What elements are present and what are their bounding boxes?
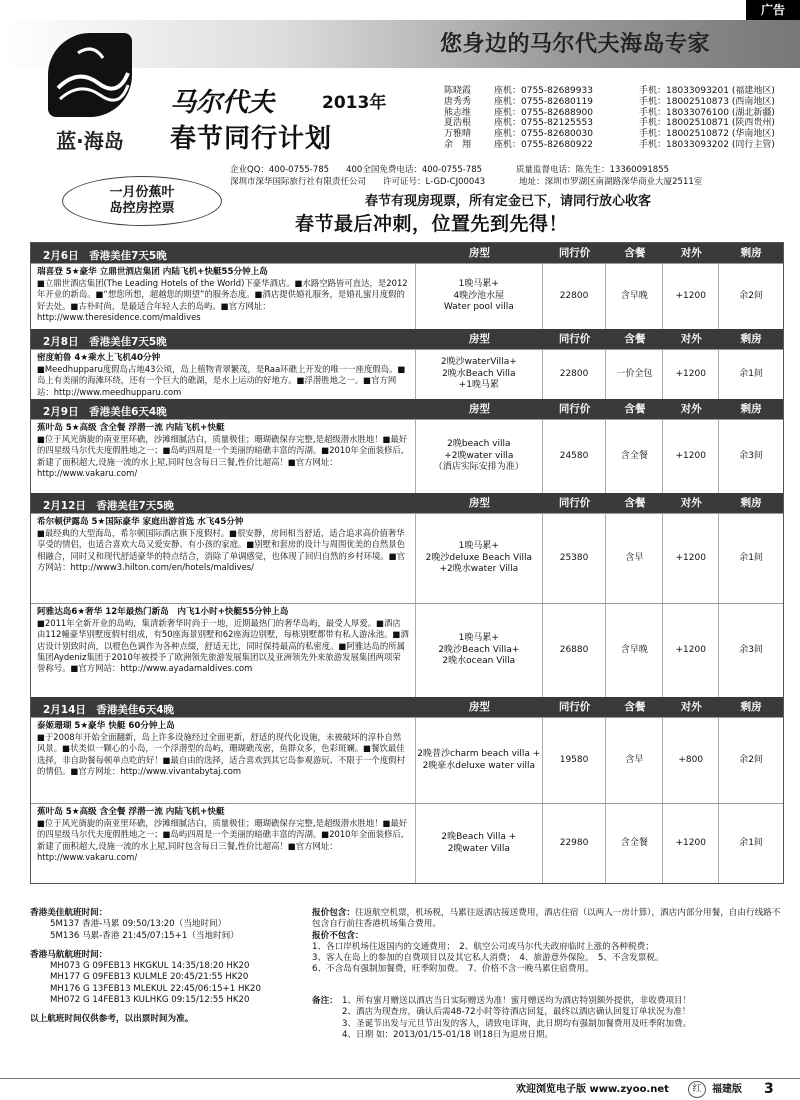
- foreign-price: +1200: [663, 350, 719, 399]
- room-line: 2晚豪水deluxe water villa: [422, 760, 536, 771]
- price: 26880: [543, 604, 607, 697]
- mh-flight-title: 香港马航航班时间：: [30, 949, 108, 960]
- meal: 含早晚: [606, 264, 663, 329]
- january-badge: [62, 176, 222, 226]
- meal: 含全餐: [606, 804, 663, 883]
- room-line: 2晚沙deluxe Beach Villa: [425, 552, 532, 563]
- foreign-price: +800: [663, 718, 719, 803]
- price: 24580: [543, 420, 607, 493]
- contact-mobile: 手机：18033093202 (同行主管): [639, 139, 775, 150]
- contact-row: [444, 86, 775, 97]
- col-meal: 含餐: [624, 403, 646, 415]
- meal: 含全餐: [606, 420, 663, 493]
- section-header: [31, 399, 783, 419]
- company-info-line2: 深圳市深华国际旅行社有限责任公司 许可证号：L-GD-CJ00043 地址：深圳市罗湖区南湖路深华商业大厦2511室: [230, 176, 703, 187]
- meal: 含早: [606, 514, 663, 603]
- package-table: [30, 242, 784, 884]
- col-left: 剩房: [740, 247, 762, 259]
- badge-line1: 一月份蕉叶: [109, 185, 175, 200]
- hotel-name: 泰姬珊瑚 5★豪华 快艇 60分钟上岛: [37, 721, 175, 731]
- maldives-calligraphy: 马尔代夫: [170, 88, 275, 118]
- contact-mobile: 手机：18002510872 (华南地区): [639, 129, 775, 140]
- col-left: 剩房: [740, 497, 762, 509]
- section-title: 2月8日 香港美佳7天5晚: [43, 336, 167, 348]
- section-header: [31, 243, 783, 263]
- section-header: [31, 697, 783, 717]
- price: 19580: [543, 718, 607, 803]
- contact-row: [444, 118, 775, 129]
- include-text: 往返航空机票，机场税，马累往返酒店接送费用，酒店住宿（以两人一房计算），酒店内部分用餐，自由行线路不包含自行前往香港机场集合费用。: [312, 908, 781, 930]
- hotel-desc: ■位于风光旖旎的南亚里环礁，沙滩细腻洁白，质量极佳；珊瑚礁保存完整,是超级潜水胜地！■最好的四星级马尔代夫度假胜地之一；■岛屿四周是一个美丽的暗礁丰富的泻湖。■2010年全面装修后,新建了面积超大,设施一流的水上屋,同时包含每日三餐,性价比超高！■官方网址：http://www.vakaru.com/: [37, 434, 408, 478]
- headline: 春节有现房现票，所有定金已下，请同行放心收客: [365, 194, 652, 209]
- hk-flight-2: 5M136 马累-香港 21:45/07:15+1（当地时间）: [50, 930, 239, 941]
- hotel-name: 希尔顿伊露岛 5★国际豪华 家庭出游首选 水飞45分钟: [37, 517, 244, 527]
- contact-phone: 座机：0755-82680030: [494, 129, 593, 140]
- room-line: 2晚沙Beach Villa+: [438, 644, 520, 655]
- hotel-info: [31, 604, 416, 697]
- note-3: 3、圣诞节出发与元旦节出发的客人，请致电详询，此日期均有强制加餐费用及旺季附加费。: [342, 1018, 692, 1029]
- contact-row: [444, 140, 775, 151]
- hotel-desc: ■位于风光旖旎的南亚里环礁，沙滩细腻洁白，质量极佳；珊瑚礁保存完整,是超级潜水胜地！■最好的四星级马尔代夫度假胜地之一；■岛屿四周是一个美丽的暗礁丰富的泻湖。■2010年全面装修后,新建了面积超大,设施一流的水上屋,同时包含每日三餐,性价比超高！■官方网址：http://www.vakaru.com/: [37, 818, 408, 862]
- mh-flight-4: MH072 G 14FEB13 KULHKG 09:15/12:55 HK20: [50, 995, 250, 1006]
- room-line: 1晚马累+: [458, 278, 499, 289]
- room-type: [416, 718, 543, 803]
- col-left: 剩房: [740, 333, 762, 345]
- exclude-2: 3、客人在岛上的参加的自费项目以及其它私人消费； 4、旅游意外保险。 5、不含发票税。: [312, 953, 664, 964]
- rooms-left: 余2间: [739, 754, 763, 765]
- col-foreign: 对外: [680, 403, 702, 415]
- notes: [312, 996, 782, 1041]
- foreign-price: +1200: [663, 604, 719, 697]
- foreign-price: +1200: [663, 264, 719, 329]
- room-line: 1晚马累+: [458, 632, 499, 643]
- col-room: 房型: [468, 333, 490, 345]
- room-line: +2晚水water Villa: [439, 564, 519, 575]
- hotel-info: [31, 264, 416, 329]
- col-room: 房型: [468, 497, 490, 509]
- room-line: 2晚普沙charm beach villa +: [417, 748, 541, 759]
- col-meal: 含餐: [624, 497, 646, 509]
- hotel-desc: ■立鼎世酒店集团(The Leading Hotels of the World)下豪华酒店。■水路空路皆可直达，是2012年开业的新岛。■“想您所想，超越您的期望”的服务态度。■酒店提供婚礼服务，是婚礼蜜月度假的好去处。■古朴时尚，是最适合年轻人去的岛屿。■官方网址：http://www.theresidence.com/maldives: [37, 278, 408, 322]
- col-price: 同行价: [558, 497, 591, 509]
- contact-row: [444, 129, 775, 140]
- section-title: 2月6日 香港美佳7天5晚: [43, 250, 167, 262]
- room-line: +2晚water villa: [444, 450, 514, 461]
- hotel-desc: ■于2008年开始全面翻新，岛上许多设施经过全面更新，舒适的现代化设施，未被破坏的淳朴自然风景。■状类似一颗心的小岛，一个浮潜型的岛屿，珊瑚礁茂密，鱼群众多，色彩斑斓。■餐饮最佳选择，非自助餐每顿单点吃的好！■最自由的选择，适合喜欢到其它岛参观游玩、不限于一个度假村的情侣。■官方网址：http://www.vivantabytaj.com: [37, 732, 406, 776]
- contact-name: 陈晓霞: [444, 86, 472, 96]
- publisher-logo-icon: 红: [688, 1081, 706, 1098]
- foreign-price: +1200: [663, 514, 719, 603]
- col-left: 剩房: [740, 701, 762, 713]
- brand-logo: [30, 28, 150, 153]
- col-price: 同行价: [558, 333, 591, 345]
- hk-flight-1: 5M137 香港-马累 09:50/13:20（当地时间）: [50, 919, 227, 930]
- notes-label: 备注：: [312, 996, 338, 1006]
- hotel-row: [31, 419, 783, 493]
- section-title: 2月14日 香港美佳6天4晚: [43, 704, 175, 716]
- contact-name: 熊志维: [444, 107, 472, 118]
- flight-info: [30, 908, 310, 1026]
- room-line: （酒店实际安排为准）: [433, 462, 524, 473]
- contact-phone: 座机：0755-82125553: [494, 118, 593, 129]
- price-include: [312, 908, 782, 976]
- contact-row: [444, 108, 775, 119]
- col-foreign: 对外: [680, 701, 702, 713]
- contact-phone: 座机：0755-82680922: [494, 139, 593, 150]
- logo-text: 蓝·海岛: [56, 129, 124, 153]
- meal: 含早晚: [606, 604, 663, 697]
- room-line: 2晚水Beach Villa: [442, 368, 516, 379]
- hotel-row: [31, 803, 783, 883]
- room-line: +1晚马累: [458, 380, 499, 391]
- col-room: 房型: [468, 247, 490, 259]
- room-line: 2晚水ocean Villa: [442, 656, 516, 667]
- col-room: 房型: [468, 701, 490, 713]
- footer-website: 欢迎浏览电子版 www.zyoo.net: [516, 1084, 669, 1095]
- col-price: 同行价: [558, 403, 591, 415]
- page-number: 3: [764, 1081, 774, 1097]
- col-meal: 含餐: [624, 333, 646, 345]
- rooms-left: 余3间: [739, 450, 763, 461]
- contact-mobile: 手机：18002510873 (西南地区): [639, 96, 775, 107]
- section-title: 2月9日 香港美佳6天4晚: [43, 406, 167, 418]
- room-line: Water pool villa: [443, 302, 514, 313]
- hotel-name: 密度帕鲁 4★乘水上飞机40分钟: [37, 353, 161, 363]
- exclude-1: 1、各口岸机场往返国内的交通费用； 2、航空公司或马尔代夫政府临时上涨的各种税费；: [312, 941, 654, 952]
- col-meal: 含餐: [624, 247, 646, 259]
- room-line: 2晚Beach Villa +: [441, 831, 517, 842]
- hotel-row: [31, 603, 783, 697]
- hotel-info: [31, 804, 416, 883]
- hotel-row: [31, 263, 783, 329]
- note-4: 4、日期 如：2013/01/15-01/18 则18日为退房日期。: [342, 1029, 553, 1040]
- room-type: [416, 604, 543, 697]
- foreign-price: +1200: [663, 804, 719, 883]
- ad-tag: 广告: [746, 0, 800, 20]
- section-title: 2月12日 香港美佳7天5晚: [43, 500, 175, 512]
- mh-flight-1: MH073 G 09FEB13 HKGKUL 14:35/18:20 HK20: [50, 961, 250, 972]
- section-header: [31, 493, 783, 513]
- rooms-left: 余1间: [739, 837, 763, 848]
- price: 22800: [543, 264, 607, 329]
- note-1: 1、所有蜜月赠送以酒店当日实际赠送为准！蜜月赠送均为酒店特别额外提供，非收费项目！: [342, 996, 692, 1006]
- plan-title: 春节同行计划: [170, 124, 333, 154]
- col-price: 同行价: [558, 701, 591, 713]
- contact-mobile: 手机：18033076100 (湖北新疆): [639, 107, 775, 118]
- section-header: [31, 329, 783, 349]
- include-label: 报价包含：: [312, 908, 355, 918]
- hotel-name: 蕉叶岛 5★高级 含全餐 浮潜一流 内陆飞机+快艇: [37, 807, 225, 817]
- rooms-left: 余1间: [739, 552, 763, 563]
- room-type: [416, 514, 543, 603]
- hotel-info: [31, 350, 416, 399]
- footer: [0, 1078, 800, 1100]
- big-headline: 春节最后冲刺，位置先到先得！: [295, 213, 569, 235]
- contact-name: 夏浩根: [444, 118, 472, 129]
- hotel-name: 蕉叶岛 5★高级 含全餐 浮潜一流 内陆飞机+快艇: [37, 423, 225, 433]
- hotel-row: [31, 513, 783, 603]
- badge-line2: 岛控房控票: [109, 201, 175, 216]
- rooms-left: 余2间: [739, 290, 763, 301]
- col-foreign: 对外: [680, 497, 702, 509]
- col-price: 同行价: [558, 247, 591, 259]
- price: 25380: [543, 514, 607, 603]
- hotel-info: [31, 514, 416, 603]
- contact-mobile: 手机：18002510871 (陕西贵州): [639, 118, 775, 129]
- wave-logo-icon: [48, 33, 132, 117]
- room-line: 4晚沙池水屋: [453, 290, 505, 301]
- col-left: 剩房: [740, 403, 762, 415]
- contact-phone: 座机：0755-82689933: [494, 86, 593, 96]
- hotel-name: 瑞喜登 5★豪华 立鼎世酒店集团 内陆飞机+快艇55分钟上岛: [37, 267, 268, 277]
- contact-name: 余 翔: [444, 139, 472, 150]
- contact-name: 万雅晴: [444, 129, 472, 140]
- foreign-price: +1200: [663, 420, 719, 493]
- room-type: [416, 350, 543, 399]
- plan-year: 2013年: [322, 93, 387, 113]
- price: 22800: [543, 350, 607, 399]
- hotel-info: [31, 420, 416, 493]
- contact-mobile: 手机：18033093201 (福建地区): [639, 86, 775, 96]
- rooms-left: 余1间: [739, 368, 763, 379]
- hotel-info: [31, 718, 416, 803]
- contact-list: [444, 86, 775, 151]
- room-type: [416, 264, 543, 329]
- hotel-desc: ■最经典的大型海岛，希尔顿国际酒店旗下度假村。■很安静，房间相当舒适，适合追求高价值奢华享受的情侣，也适合喜欢大岛又爱安静、有小孩的家庭。■别墅和套房的设计与周围优美的自然景色相融合，同时又和现代舒适豪华的特点结合，消除了单调感觉，也体现了回归自然的乡村环境。■官方网站：http://www3.hilton.com/en/hotels/maldives/: [37, 528, 406, 572]
- contact-row: [444, 97, 775, 108]
- rooms-left: 余3间: [739, 644, 763, 655]
- meal: 含早: [606, 718, 663, 803]
- wave-lines-icon: [48, 33, 132, 117]
- hk-flight-title: 香港美佳航班时间：: [30, 908, 108, 918]
- room-line: 1晚马累+: [458, 540, 499, 551]
- room-line: 2晚beach villa: [447, 438, 511, 449]
- room-line: 2晚water Villa: [447, 843, 510, 854]
- col-foreign: 对外: [680, 333, 702, 345]
- col-meal: 含餐: [624, 701, 646, 713]
- hotel-desc: ■Meedhupparu度假岛占地43公顷，岛上植物青翠繁茂，是Raa环礁上开发的唯一一座度假岛。■岛上有美丽的海滩环绕，还有一个巨大的礁湖，是水上运动的好地方。■浮潜胜地之一。■官方网站：http://www.meedhupparu.com: [37, 364, 406, 397]
- room-type: [416, 804, 543, 883]
- contact-phone: 座机：0755-82680119: [494, 96, 593, 107]
- exclude-label: 报价不包含：: [312, 930, 364, 941]
- contact-name: 唐秀秀: [444, 96, 472, 107]
- col-foreign: 对外: [680, 247, 702, 259]
- mh-flight-3: MH176 G 13FEB13 MLEKUL 22:45/06:15+1 HK20: [50, 983, 261, 994]
- col-room: 房型: [468, 403, 490, 415]
- exclude-3: 6、不含岛有强制加餐费，旺季附加费。 7、价格不含一晚马累住宿费用。: [312, 964, 594, 975]
- hotel-name: 阿雅达岛6★奢华 12年最热门新岛 内飞1小时+快艇55分钟上岛: [37, 607, 289, 617]
- hotel-row: [31, 349, 783, 399]
- company-info: [230, 165, 702, 188]
- contact-phone: 座机：0755-82688900: [494, 107, 593, 118]
- price: 22980: [543, 804, 607, 883]
- note-2: 2、酒店为现查房，确认后需48-72小时等待酒店回复，最终以酒店确认回复订单状况为准！: [342, 1007, 691, 1018]
- slogan: 您身边的马尔代夫海岛专家: [440, 32, 711, 57]
- flight-disclaimer: 以上航班时间仅供参考，以出票时间为准。: [30, 1014, 194, 1025]
- company-info-line1: 企业QQ：400-0755-785 400全国免费电话：400-0755-785 质量监督电话：陈先生：13360091855: [230, 165, 670, 175]
- hotel-row: [31, 717, 783, 803]
- room-line: 2晚沙waterVilla+: [440, 356, 517, 367]
- mh-flight-2: MH177 G 09FEB13 KULMLE 20:45/21:55 HK20: [50, 972, 249, 983]
- footer-edition: 福建版: [712, 1084, 742, 1095]
- meal: 一价全包: [606, 350, 663, 399]
- hotel-desc: ■2011年全新开业的岛屿，集清新奢华时尚于一地，近期最热门的奢华岛屿，最受人厚爱。■酒店由112幢豪华别墅度假村组成，有50座海景别墅和62座海边别墅，每栋别墅都带有私人游泳池。■酒店设计别致时尚，以橙色色调作为各种点缀，舒适无比，同时保持最高的私密度。■阿雅达岛的所属集团Aydeniz集团于2010年被授予了欧洲领先旅游发展集团以及亚洲领先外来旅游发展集团两项荣誉称号。■官方网站：http://www.ayadamaldives.com: [37, 618, 409, 673]
- room-type: [416, 420, 543, 493]
